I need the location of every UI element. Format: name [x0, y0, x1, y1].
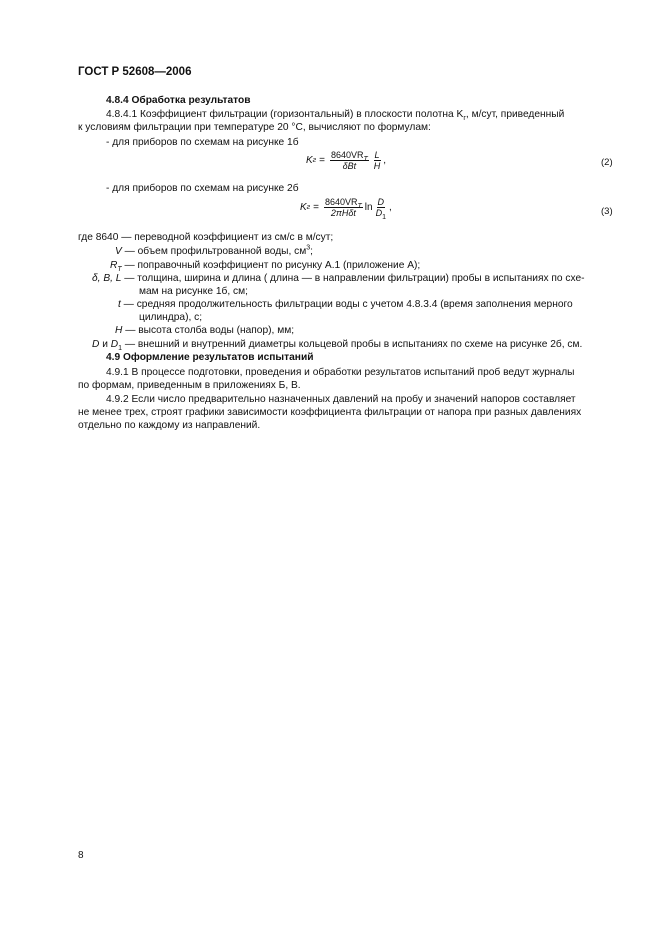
paragraph-4-9-2-line3: отдельно по каждому из направлений. — [78, 420, 261, 431]
symbol-sub: 1 — [118, 345, 122, 353]
text: 4.8.4.1 Коэффициент фильтрации (горизонтальный) в плоскости полотна K — [106, 109, 464, 120]
paragraph-4-8-4-1-line1 — [106, 109, 564, 121]
numerator: L — [374, 150, 380, 160]
formula-3: K г = $\frac{8640VR_T}{\text{2πHδt}}$ ln $\frac{D}{D_1}$ , — [300, 197, 392, 221]
equation-number-2: (2) — [601, 157, 613, 168]
numerator: D — [377, 197, 385, 207]
section-heading-4-9: 4.9 Оформление результатов испытаний — [106, 352, 314, 363]
definition-dimensions — [92, 273, 585, 285]
paragraph-4-9-2-line2: не менее трех, строят графики зависимости коэффициента фильтрации от напора при разных давлениях — [78, 407, 582, 418]
denominator: D — [375, 208, 383, 218]
definition-8640: где 8640 — переводной коэффициент из см/с в м/сут; — [78, 232, 334, 243]
numerator-sub: T — [363, 155, 368, 163]
fraction-2 — [373, 150, 382, 171]
definition-RT — [110, 260, 420, 272]
denominator: δBt — [342, 161, 357, 171]
text: — внешний и внутренний диаметры кольцевой пробы в испытаниях по схеме на рисунке 2б, см. — [121, 339, 583, 350]
formula-tail: , — [388, 201, 392, 213]
text: — объем профильтрованной воды, см — [121, 246, 307, 257]
formula-lhs: K — [306, 154, 313, 166]
definition-t — [118, 299, 573, 311]
fraction-1 — [324, 197, 363, 218]
ln-operator: ln — [364, 201, 373, 213]
numerator-sub: T — [357, 202, 362, 210]
numerator: 8640VR — [330, 150, 364, 160]
formula-lhs: K — [300, 201, 307, 213]
document-header: ГОСТ Р 52608—2006 — [78, 66, 192, 78]
list-item-scheme-2b: - для приборов по схемам на рисунке 2б — [106, 183, 299, 194]
page-number: 8 — [78, 850, 84, 861]
text: и — [99, 339, 111, 350]
symbol: D — [110, 339, 119, 350]
definition-H — [115, 325, 294, 337]
text: — поправочный коэффициент по рисунку А.1 (приложение А); — [121, 260, 421, 271]
denominator-sub: 1 — [382, 213, 386, 221]
fraction-1 — [330, 150, 369, 171]
text: — средняя продолжительность фильтрации воды с учетом 4.8.3.4 (время заполнения мерного — [120, 299, 573, 310]
paragraph-4-8-4-1-line2: к условиям фильтрации при температуре 20 °С, вычисляют по формулам: — [78, 122, 431, 133]
paragraph-4-9-2-line1: 4.9.2 Если число предварительно назначенных давлений на пробу и значений напоров составляет — [106, 394, 576, 405]
text: — толщина, ширина и длина ( длина — в направлении фильтрации) пробы в испытаниях по схе- — [121, 273, 585, 284]
superscript: 3 — [306, 244, 311, 252]
numerator: 8640VR — [324, 197, 358, 207]
symbol: H — [115, 325, 123, 336]
fraction-2 — [375, 197, 387, 221]
definition-V — [115, 246, 313, 258]
definition-dimensions-cont: мам на рисунке 1б, см; — [139, 286, 248, 297]
equation-number-3: (3) — [601, 206, 613, 217]
denominator: H — [373, 161, 381, 171]
formula-tail: , — [383, 154, 387, 166]
text: , м/сут, приведенный — [465, 109, 565, 120]
denominator: 2πHδt — [330, 208, 356, 218]
section-heading-4-8-4: 4.8.4 Обработка результатов — [106, 95, 251, 106]
formula-2: K г = $\frac{8640VR_T}{\text{δBt}}$ $\frac{L}{H}$ , — [306, 150, 387, 171]
subscript: г — [463, 115, 466, 123]
paragraph-4-9-1-line2: по формам, приведенным в приложениях Б, В. — [78, 380, 301, 391]
symbol-sub: T — [117, 266, 122, 274]
symbol: δ, B, L — [92, 273, 122, 284]
symbol: R — [110, 260, 118, 271]
list-item-scheme-1b: - для приборов по схемам на рисунке 1б — [106, 137, 299, 148]
symbol: t — [118, 299, 121, 310]
text: — высота столба воды (напор), мм; — [122, 325, 295, 336]
symbol: V — [115, 246, 122, 257]
symbol: D — [92, 339, 100, 350]
definition-D — [92, 339, 582, 351]
text: ; — [310, 246, 313, 257]
definition-t-cont: цилиндра), с; — [139, 312, 203, 323]
paragraph-4-9-1-line1: 4.9.1 В процессе подготовки, проведения и обработки результатов испытаний проб ведут журналы — [106, 367, 575, 378]
